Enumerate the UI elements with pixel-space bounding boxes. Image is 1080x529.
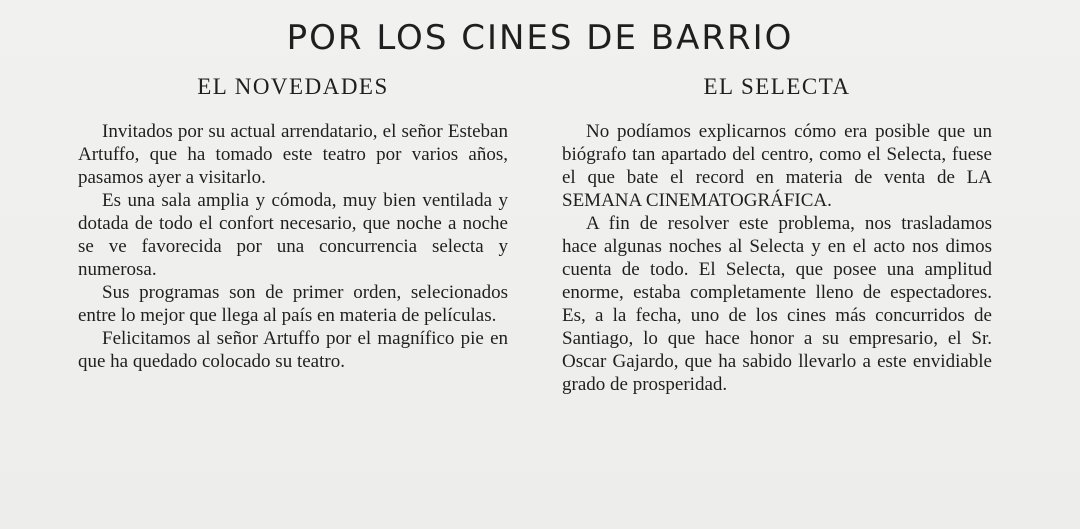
right-column-heading: EL SELECTA: [703, 74, 851, 99]
left-paragraph-3: Sus programas son de primer orden, selecionados entre lo mejor que llega al país en materia de películas.: [78, 282, 508, 326]
left-paragraph-4: Felicitamos al señor Artuffo por el magnífico pie en que ha quedado colocado su teatro.: [78, 328, 508, 372]
left-column: [78, 72, 508, 373]
left-paragraph-2: Es una sala amplia y cómoda, muy bien ventilada y dotada de todo el confort necesario, que noche a noche se ve favorecida por una concurrencia selecta y numerosa.: [78, 190, 508, 280]
right-column: [562, 72, 992, 396]
page-title: POR LOS CINES DE BARRIO: [286, 18, 794, 58]
right-paragraph-2: A fin de resolver este problema, nos trasladamos hace algunas noches al Selecta y en el acto nos dimos cuenta de todo. El Selecta, que posee una amplitud enorme, estaba completamente lleno de espectadores. Es, a la fecha, uno de los cines más concurridos de Santiago, lo que hace honor a su empresario, el Sr. Oscar Gajardo, que ha sabido llevarlo a este envidiable grado de prosperidad.: [562, 213, 992, 395]
left-paragraph-1: Invitados por su actual arrendatario, el señor Esteban Artuffo, que ha tomado este teatro por varios años, pasamos ayer a visitarlo.: [78, 121, 508, 188]
right-paragraph-1: No podíamos explicarnos cómo era posible que un biógrafo tan apartado del centro, como el Selecta, fuese el que bate el record en materia de venta de LA SEMANA CINEMATOGRÁFICA.: [562, 121, 992, 211]
left-column-heading: EL NOVEDADES: [197, 74, 389, 99]
